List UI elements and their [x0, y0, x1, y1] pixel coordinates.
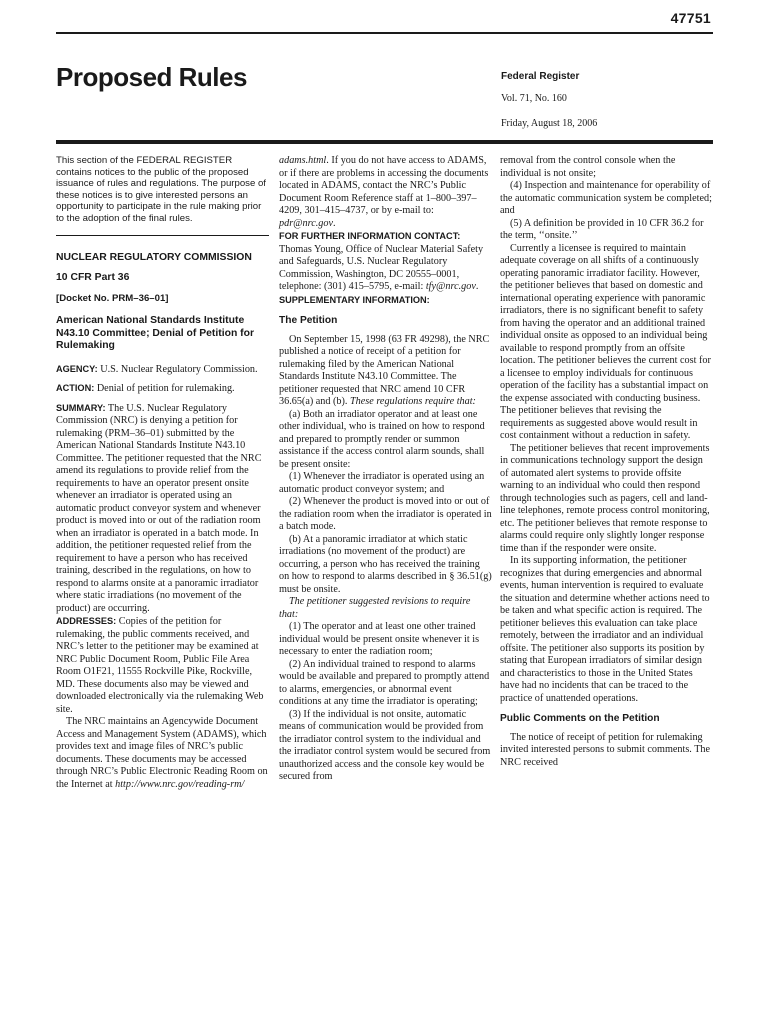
page-number: 47751	[670, 10, 711, 26]
contact-label: FOR FURTHER INFORMATION CONTACT:	[279, 231, 461, 241]
petition-heading: The Petition	[279, 315, 338, 326]
petition-paragraph-9: (3) If the individual is not onsite, automatic means of communication would be provided from the irradiator control system to the individual and the irradiator control system would be secured from unauthorized access and the console key would be secured from	[279, 708, 491, 782]
agency-heading: NUCLEAR REGULATORY COMMISSION	[56, 251, 252, 263]
adams-paragraph	[56, 716, 269, 791]
publication-name: Federal Register	[501, 71, 580, 82]
adams-link-continued[interactable]: adams.html	[279, 155, 327, 166]
column-3-paragraph-7: The notice of receipt of petition for rulemaking invited interested persons to submit comments. The NRC received	[500, 731, 711, 768]
column-2	[279, 155, 492, 784]
column-1	[56, 155, 269, 791]
column-3-paragraph-5: The petitioner believes that recent improvements in communications technology support the design of automated alert systems to provide offsite warning to an individual who could then respond through technologies such as pagers, cell and land-line telephones, remote process control monitoring, etc. The petitioner believes that remote response to alarms could require only slightly longer response time than if the responder were onsite.	[500, 442, 710, 554]
federal-register-masthead	[501, 72, 713, 144]
section-intro: This section of the FEDERAL REGISTER contains notices to the public of the proposed issuance of rules and regulations. The purpose of these notices is to give interested persons an opportunity to participate in the rule making prior to the adoption of the final rules.	[56, 155, 266, 224]
summary-paragraph	[56, 402, 269, 616]
cfr-part: 10 CFR Part 36	[56, 272, 130, 284]
column-3-paragraph-1: removal from the control console when the individual is not onsite;	[500, 155, 676, 179]
section-title: Proposed Rules	[56, 62, 247, 92]
supplementary-label-row	[279, 294, 492, 308]
column-3	[500, 155, 713, 769]
petition-paragraph-5: (b) At a panoramic irradiator at which static irradiations (no movement of the product) are occurring, a person who has received the training on how to respond to alarms described in § 36.51(g) must be onsite.	[279, 533, 492, 595]
petition-paragraph-8: (2) An individual trained to respond to alarms would be available and prepared to promptly attend to alarms, emergencies, or abnormal event conditions at any time the irradiator is operating;	[279, 658, 490, 707]
addresses-text: Copies of the petition for rulemaking, the public comments received, and NRC’s letter to the petitioner may be examined at NRC Public Document Room, Public File Area Room O1F21, 11555 Rockville Pike, Rockville, MD. These documents also may be viewed and downloaded electronically via the rulemaking Web site.	[56, 616, 264, 715]
petition-paragraph-3: (1) Whenever the irradiator is operated using an automatic product conveyor system; and	[279, 471, 485, 495]
header-rule	[56, 32, 713, 34]
adams-text: The NRC maintains an Agencywide Document Access and Management System (ADAMS), which provides text and image files of NRC’s public documents. These documents may be accessed through NRC’s Public Electronic Reading Room on the Internet at	[56, 716, 268, 790]
petition-paragraph-1	[279, 334, 492, 409]
petition-paragraph-4: (2) Whenever the product is moved into or out of the radiation room when the irradiator is operated in a batch mode.	[279, 496, 492, 532]
petition-paragraph-7: (1) The operator and at least one other trained individual would be present onsite whenever it is necessary to enter the radiation room;	[279, 621, 480, 657]
summary-label: SUMMARY:	[56, 402, 106, 413]
contact-paragraph	[279, 230, 492, 294]
petition-paragraph-6: The petitioner suggested revisions to require that:	[279, 596, 471, 620]
petition-paragraph-2: (a) Both an irradiator operator and at least one other individual, who is trained on how to respond and prepared to promptly render or summon assistance if the access control alarm sounds, shall be present onsite:	[279, 408, 485, 470]
agency-label: AGENCY:	[56, 363, 98, 374]
volume-number: Vol. 71, No. 160	[501, 93, 567, 104]
docket-number: [Docket No. PRM–36–01]	[56, 292, 169, 304]
column-3-paragraph-4: Currently a licensee is required to maintain adequate coverage on all shifts of a continuously operating panoramic irradiator facility. However, the petitioner believes that based on domestic and international operating experience with panoramic irradiators, there is no significant benefit to safety from having the operator and an additional trained individual onsite as opposed to an individual being available to respond promptly from an offsite location. The petitioner believes the current cost for a licensee to employ individuals for continuous operation of the facility has a substantial impact on the expense associated with conducting business. The petitioner believes that revising the requirements as suggested above would result in cost containment without a reduction in safety.	[500, 242, 711, 441]
action-field	[56, 382, 269, 396]
addresses-label: ADDRESSES:	[56, 616, 117, 627]
masthead-rule	[56, 140, 713, 144]
public-comments-heading: Public Comments on the Petition	[500, 713, 660, 724]
petition-paragraph-1-italic: These regulations require that:	[350, 396, 476, 407]
contact-text: Thomas Young, Office of Nuclear Material Safety and Safeguards, U.S. Nuclear Regulatory Commission, Washington, DC 20555–0001, telephone: (301) 415–5795, e-mail:	[279, 243, 484, 292]
contact-end: .	[475, 281, 479, 292]
adams-continuation-end: .	[332, 217, 336, 229]
column-3-paragraph-6: In its supporting information, the petitioner recognizes that during emergencies and abnormal events, human intervention is required to evaluate the situation and determine whether actions need to be taken and what specific action is required. The petitioner believes this evaluation can take place remotely, between the irradiator and an individual offsite. The petitioner also supports its position by stating that European irradiators of similar design and characteristics to those in the United States have had no incidents that can be traced to the practice of unattended operations.	[500, 555, 710, 704]
adams-continuation	[279, 155, 492, 230]
column-3-paragraph-2: (4) Inspection and maintenance for operability of the automatic communication system be completed; and	[500, 180, 712, 216]
publication-date: Friday, August 18, 2006	[501, 118, 598, 129]
addresses-paragraph	[56, 615, 269, 716]
petition-paragraph-1-text: On September 15, 1998 (63 FR 49298), the NRC published a notice of receipt of a petition for rulemaking filed by the American National Standards Institute N43.10 Committee. The petitioner requested that NRC amend 10 CFR 36.65(a) and (b).	[279, 333, 490, 407]
intro-divider	[56, 235, 269, 236]
adams-continuation-text: . If you do not have access to ADAMS, or if there are problems in accessing the documents located in ADAMS, contact the NRC’s Public Document Room Reference staff at 1–800–397–4209, 301–415–4737, or by e-mail to:	[279, 155, 489, 216]
agency-field	[56, 363, 269, 377]
column-3-paragraph-3: (5) A definition be provided in 10 CFR 36.2 for the term, ‘‘onsite.’’	[500, 217, 704, 241]
agency-value: U.S. Nuclear Regulatory Commission.	[100, 363, 258, 375]
pdr-email-link[interactable]: pdr@nrc.gov	[279, 217, 333, 229]
contact-email-link[interactable]: tfy@nrc.gov	[425, 281, 476, 292]
reading-room-link[interactable]: http://www.nrc.gov/reading-rm/	[115, 778, 245, 790]
rule-title: American National Standards Institute N43.10 Committee; Denial of Petition for Rulemaking	[56, 315, 255, 352]
supplementary-label: SUPPLEMENTARY INFORMATION:	[279, 294, 430, 305]
action-value: Denial of petition for rulemaking.	[96, 383, 235, 395]
action-label: ACTION:	[56, 383, 95, 394]
summary-text: The U.S. Nuclear Regulatory Commission (NRC) is denying a petition for rulemaking (PRM–36–01) submitted by the American National Standards Institute N43.10 Committee. The petitioner requested that the NRC amend its regulations to provide relief from the requirements to have an operator present onsite whenever an irradiator is operated using an automatic product conveyor system and whenever product is moved into or out of the radiation room when an irradiator is operated in a batch mode. In addition, the petitioner requested relief from the requirement to have a person who has received training, described in the regulations, on how to respond to alarms onsite at a panoramic irradiator where static irradiations (no movement of the product) are occurring.	[56, 402, 262, 614]
